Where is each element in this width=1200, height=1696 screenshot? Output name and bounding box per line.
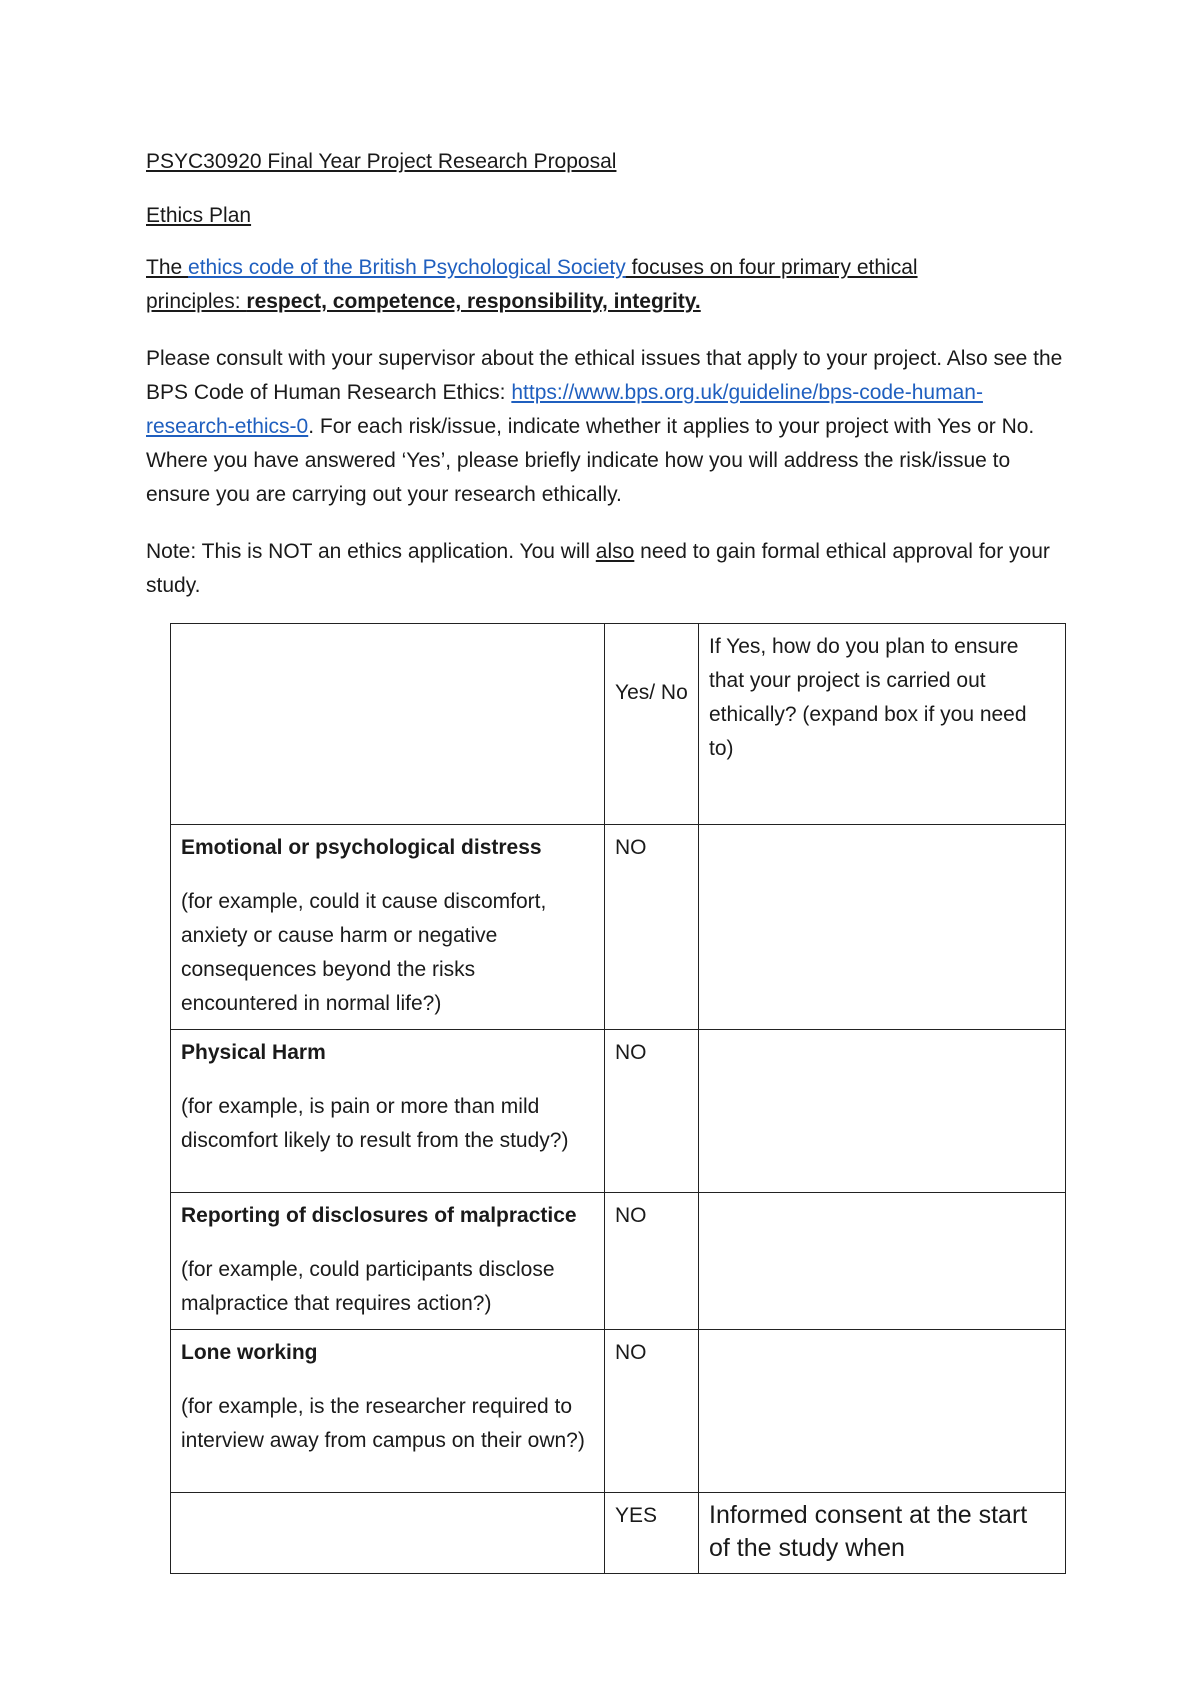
plan-cell[interactable] bbox=[699, 1193, 1066, 1330]
risk-cell bbox=[171, 1330, 605, 1493]
risk-description: (for example, is pain or more than mild discomfort likely to result from the study?) bbox=[181, 1095, 569, 1152]
principles-list: respect, competence, responsibility, integrity. bbox=[246, 290, 701, 313]
risk-title: Emotional or psychological distress bbox=[181, 836, 542, 859]
risk-cell bbox=[171, 1193, 605, 1330]
bps-ethics-code-link[interactable]: ethics code of the British Psychological Society bbox=[188, 256, 626, 279]
note-paragraph bbox=[146, 535, 1071, 603]
intro-middle: focuses on four primary ethical principles: bbox=[146, 256, 918, 313]
instructions-part1: Please consult with your supervisor about the ethical issues that apply to your project. Also see the BPS Code of Human Research Ethics: bbox=[146, 347, 1063, 404]
note-emphasis: also bbox=[595, 540, 635, 563]
instructions-paragraph bbox=[146, 342, 1071, 512]
plan-cell[interactable]: Informed consent at the start of the study when bbox=[699, 1493, 1066, 1574]
risk-description: (for example, could participants disclose malpractice that requires action?) bbox=[181, 1258, 555, 1315]
header-yes-no-cell: Yes/ No bbox=[605, 624, 699, 825]
plan-cell[interactable] bbox=[699, 825, 1066, 1030]
table-row bbox=[171, 1193, 1066, 1330]
plan-cell[interactable] bbox=[699, 1030, 1066, 1193]
bps-intro-paragraph bbox=[146, 251, 1006, 319]
answer-cell[interactable]: YES bbox=[605, 1493, 699, 1574]
risk-cell bbox=[171, 825, 605, 1030]
section-heading: Ethics Plan bbox=[146, 204, 252, 227]
bps-code-url-link[interactable]: https://www.bps.org.uk/guideline/bps-code-human-research-ethics-0 bbox=[146, 381, 983, 438]
table-row bbox=[171, 1330, 1066, 1493]
instructions-part2: . For each risk/issue, indicate whether it applies to your project with Yes or No. Where you have answered ‘Yes’, please briefly indicate how you will address the risk/issue to ensure you are carrying out your research ethically. bbox=[146, 415, 1035, 506]
answer-cell[interactable]: NO bbox=[605, 1030, 699, 1193]
answer-cell[interactable]: NO bbox=[605, 1193, 699, 1330]
risk-title: Lone working bbox=[181, 1341, 318, 1364]
risk-cell bbox=[171, 1493, 605, 1574]
risk-cell bbox=[171, 1030, 605, 1193]
plan-cell[interactable] bbox=[699, 1330, 1066, 1493]
table-header-row bbox=[171, 624, 1066, 825]
risk-description: (for example, could it cause discomfort, anxiety or cause harm or negative consequences beyond the risks encountered in normal life?) bbox=[181, 890, 547, 1015]
table-row bbox=[171, 825, 1066, 1030]
ethics-risk-table bbox=[170, 623, 1066, 1574]
table-row bbox=[171, 1030, 1066, 1193]
answer-cell[interactable]: NO bbox=[605, 1330, 699, 1493]
header-plan-cell: If Yes, how do you plan to ensure that your project is carried out ethically? (expand box if you need to) bbox=[699, 624, 1066, 825]
note-part2: need to gain formal ethical approval for your study. bbox=[146, 540, 1050, 597]
document-title: PSYC30920 Final Year Project Research Proposal bbox=[146, 150, 617, 173]
table-row bbox=[171, 1493, 1066, 1574]
header-risk-cell bbox=[171, 624, 605, 825]
risk-title: Physical Harm bbox=[181, 1041, 326, 1064]
note-part1: Note: This is NOT an ethics application. You will bbox=[146, 540, 596, 563]
risk-description: (for example, is the researcher required to interview away from campus on their own?) bbox=[181, 1395, 585, 1452]
intro-prefix: The bbox=[146, 256, 189, 279]
answer-cell[interactable]: NO bbox=[605, 825, 699, 1030]
risk-title: Reporting of disclosures of malpractice bbox=[181, 1204, 577, 1227]
